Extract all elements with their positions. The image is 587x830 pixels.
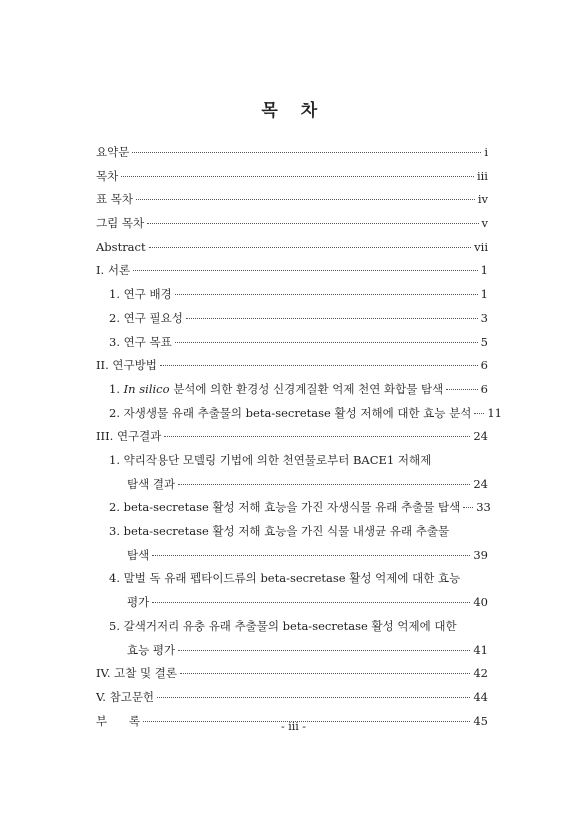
toc-page: 3 (480, 310, 488, 325)
toc-entry[interactable] (96, 520, 488, 567)
toc-entry[interactable] (96, 165, 488, 189)
toc-label: V. 참고문헌 (96, 689, 155, 704)
toc-label: 탐색 결과 (127, 476, 176, 491)
toc-entry[interactable] (96, 283, 488, 307)
toc-entry[interactable] (96, 425, 488, 449)
toc-entry[interactable] (96, 354, 488, 378)
toc-entry[interactable] (96, 496, 491, 520)
toc-page: vii (474, 239, 488, 254)
dot-leader (149, 247, 472, 248)
toc-label: 탐색 (127, 547, 150, 562)
toc-page: 6 (480, 358, 488, 373)
toc-entry[interactable] (96, 141, 488, 165)
toc-label: 2. beta-secretase 활성 저해 효능을 가진 자생식물 유래 추출물 탐색 (109, 500, 461, 515)
toc-label: II. 연구방법 (96, 358, 157, 373)
toc-page: iv (477, 192, 488, 207)
dot-leader (157, 697, 470, 698)
toc-label: III. 연구결과 (96, 429, 162, 444)
toc-page: 24 (473, 476, 488, 491)
dot-leader (178, 484, 470, 485)
toc-entry[interactable] (96, 402, 502, 426)
toc-label: Abstract (96, 239, 146, 254)
toc-page: 1 (480, 263, 488, 278)
dot-leader (474, 413, 484, 414)
toc-entry[interactable] (96, 449, 488, 496)
toc-entry[interactable] (96, 307, 488, 331)
dot-leader (175, 294, 478, 295)
toc-page: 44 (473, 689, 488, 704)
dot-leader (136, 199, 475, 200)
toc-label: 2. 연구 필요성 (109, 310, 183, 325)
dot-leader (121, 176, 474, 177)
toc-page: 1 (480, 287, 488, 302)
toc-label: IV. 고찰 및 결론 (96, 666, 178, 681)
toc-entry[interactable] (96, 236, 488, 260)
dot-leader (160, 365, 478, 366)
toc-label: 목차 (96, 168, 119, 183)
toc-entry[interactable] (96, 331, 488, 355)
toc-page: 24 (473, 429, 488, 444)
toc-entry[interactable] (96, 567, 488, 614)
toc-page: 41 (473, 642, 488, 657)
toc-label: 2. 자생생물 유래 추출물의 beta-secretase 활성 저해에 대한 효능 분석 (109, 405, 472, 420)
toc-label: 3. 연구 목표 (109, 334, 172, 349)
toc-label: 표 목차 (96, 192, 133, 207)
toc-label-italic: In silico (123, 381, 170, 396)
dot-leader (463, 507, 473, 508)
dot-leader (152, 555, 470, 556)
toc-label-line1: 3. beta-secretase 활성 저해 효능을 가진 식물 내생균 유래 추출물 (109, 524, 450, 539)
toc-label: 평가 (127, 595, 150, 610)
toc-page: 11 (487, 405, 502, 420)
toc-label-line1: 4. 말벌 독 유래 펩타이드류의 beta-secretase 활성 억제에 대한 효능 (109, 571, 461, 586)
dot-leader (132, 152, 481, 153)
page-number-footer: - iii - (281, 720, 306, 733)
toc-entry[interactable] (96, 188, 488, 212)
toc-page: 5 (480, 334, 488, 349)
toc-label-rest: 분석에 의한 환경성 신경계질환 억제 천연 화합물 탐색 (169, 381, 444, 396)
toc-entry[interactable] (96, 212, 488, 236)
page-title: 목 차 (261, 101, 326, 121)
dot-leader (180, 673, 470, 674)
toc-page: 39 (473, 547, 488, 562)
toc-label: I. 서론 (96, 263, 131, 278)
toc-label: 효능 평가 (127, 642, 176, 657)
toc-entry[interactable] (96, 378, 488, 402)
toc-page: 42 (473, 666, 488, 681)
toc-label-line1: 5. 갈색거저리 유충 유래 추출물의 beta-secretase 활성 억제에 대한 (109, 618, 457, 633)
dot-leader (446, 389, 477, 390)
toc-page: v (481, 216, 488, 231)
dot-leader (178, 650, 470, 651)
dot-leader (164, 436, 470, 437)
toc-entry[interactable] (96, 615, 488, 662)
toc-page: 33 (476, 500, 491, 515)
toc-entry[interactable] (96, 662, 488, 686)
toc-label: 부 록 (96, 713, 141, 728)
toc-label (109, 378, 443, 402)
toc-page: i (484, 145, 488, 159)
toc-label-line1: 1. 약리작용단 모델링 기법에 의한 천연물로부터 BACE1 저해제 (109, 452, 432, 467)
dot-leader (133, 270, 478, 271)
toc-label: 1. 연구 배경 (109, 287, 172, 302)
toc-page: 6 (480, 381, 488, 396)
toc-label-prefix: 1. (109, 381, 124, 396)
dot-leader (186, 318, 478, 319)
table-of-contents (96, 141, 502, 733)
dot-leader (152, 602, 470, 603)
toc-label: 요약문 (96, 145, 130, 159)
toc-page: 45 (473, 713, 488, 728)
dot-leader (147, 223, 478, 224)
toc-label: 그림 목차 (96, 216, 145, 231)
dot-leader (175, 342, 478, 343)
toc-entry[interactable] (96, 686, 488, 710)
toc-entry[interactable] (96, 259, 488, 283)
toc-page: iii (476, 168, 488, 183)
toc-page: 40 (473, 595, 488, 610)
